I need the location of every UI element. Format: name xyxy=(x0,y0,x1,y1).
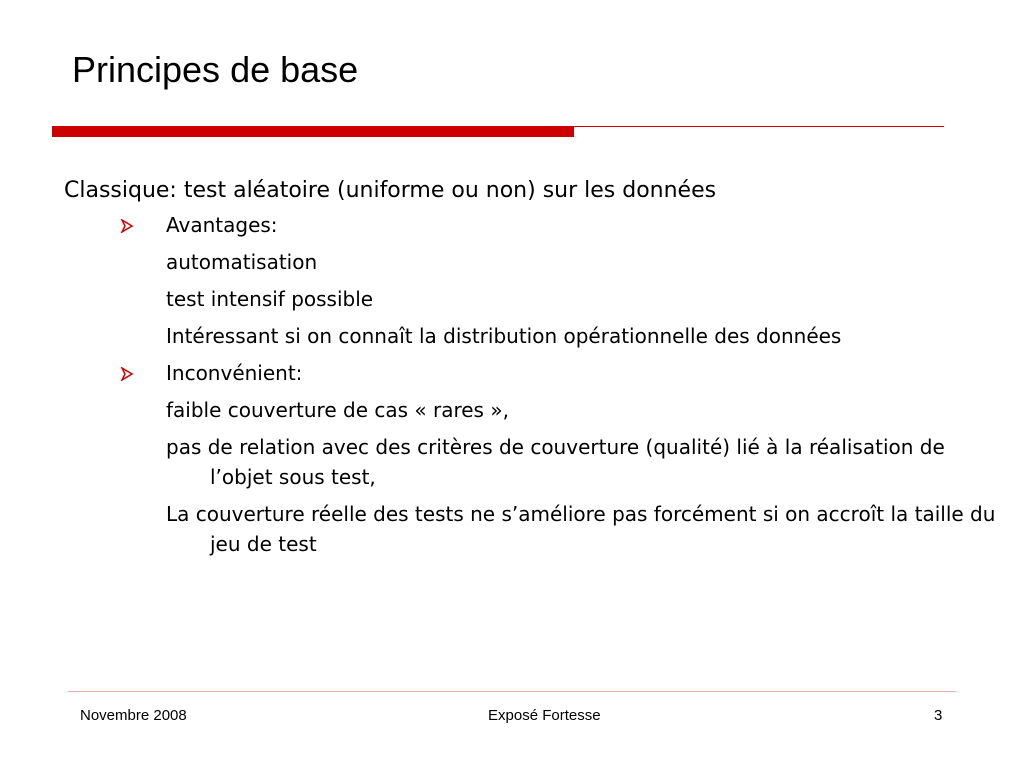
arrow-bullet-icon xyxy=(120,219,134,233)
list-item: automatisation xyxy=(166,250,318,274)
list-item: test intensif possible xyxy=(166,287,374,311)
footer-date: Novembre 2008 xyxy=(80,707,187,724)
footer-page-number: 3 xyxy=(934,707,943,724)
list-item: Intéressant si on connaît la distribution opérationnelle des données xyxy=(166,324,842,348)
section-heading-label: Inconvénient: xyxy=(166,361,303,385)
section-heading-inconvenient xyxy=(166,358,964,388)
slide-body xyxy=(64,176,996,566)
footer-divider xyxy=(68,691,956,692)
title-underline-thin xyxy=(574,126,944,127)
list-item: pas de relation avec des critères de couverture (qualité) lié à la réalisation de l’objet sous test, xyxy=(166,435,945,489)
list-item: La couverture réelle des tests ne s’améliore pas forcément si on accroît la taille du jeu de test xyxy=(166,502,996,556)
arrow-bullet-icon xyxy=(120,367,134,381)
section-heading-label: Avantages: xyxy=(166,213,278,237)
title-underline-thick xyxy=(52,126,574,137)
slide-title: Principes de base xyxy=(72,49,359,90)
footer-presentation-title: Exposé Fortesse xyxy=(488,707,601,724)
list-item: faible couverture de cas « rares », xyxy=(166,398,509,422)
intro-text: Classique: test aléatoire (uniforme ou non) sur les données xyxy=(64,178,717,203)
section-heading-avantages xyxy=(166,210,964,240)
